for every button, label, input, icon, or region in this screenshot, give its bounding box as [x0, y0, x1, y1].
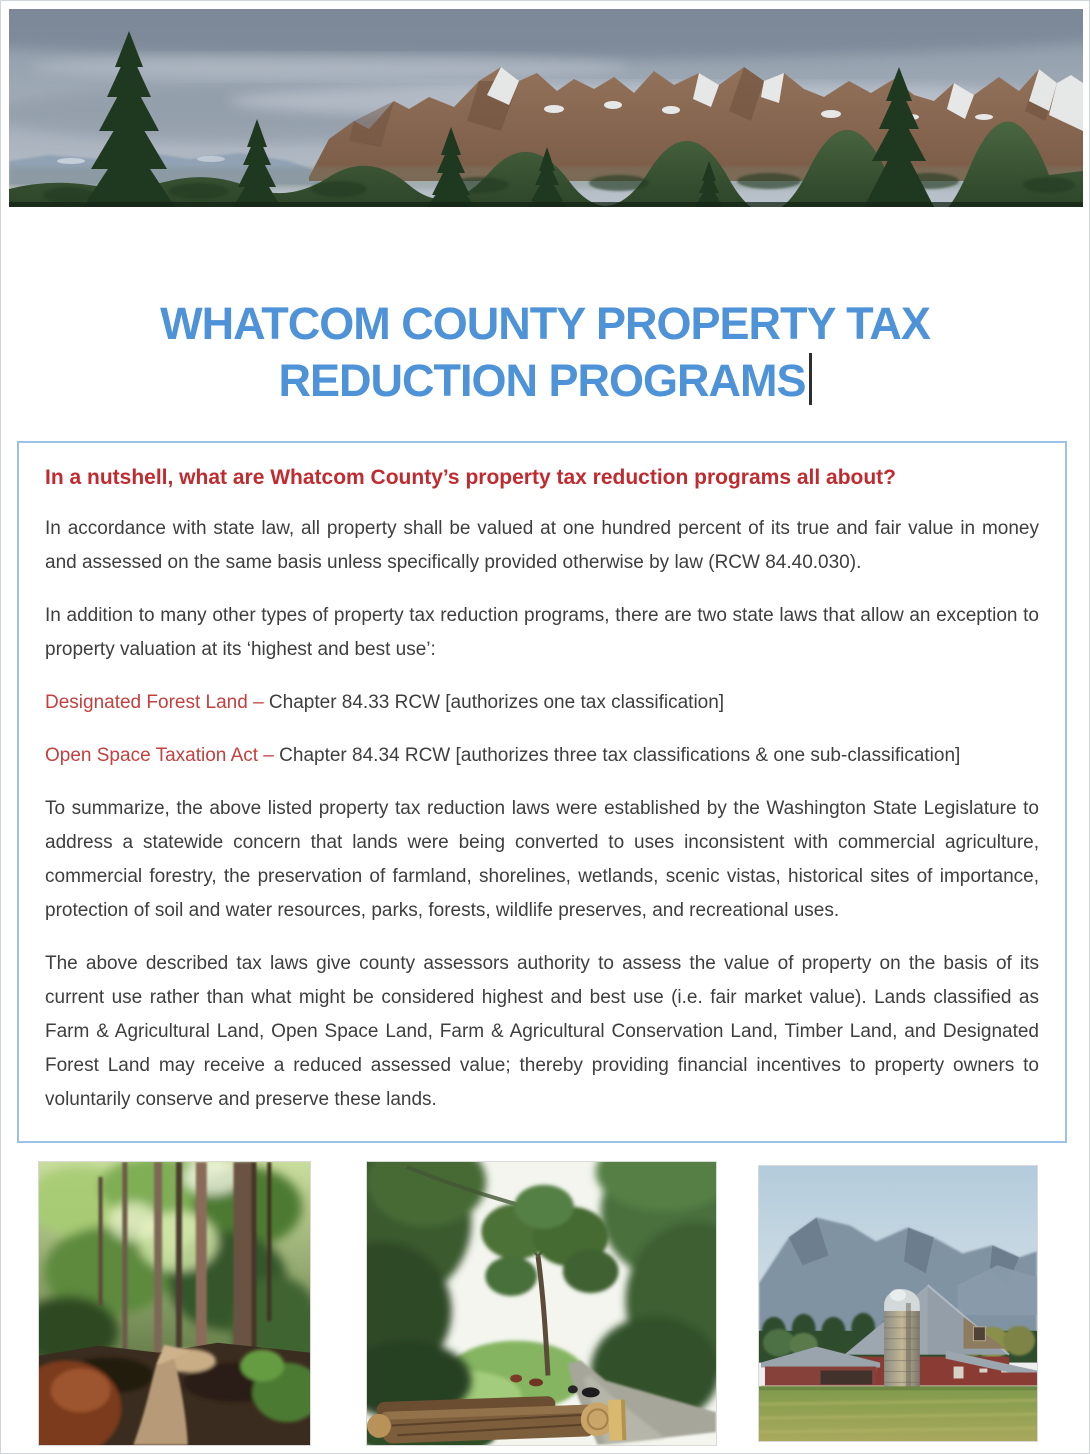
page-title[interactable]	[1, 295, 1089, 409]
banner-mountain-illustration	[9, 9, 1083, 207]
paragraph-two-state-laws[interactable]: In addition to many other types of property tax reduction programs, there are two state laws that allow an exception to property valuation at its ‘highest and best use’:	[45, 605, 1039, 660]
forest-trail-photo	[38, 1161, 311, 1446]
page-title-line1: WHATCOM COUNTY PROPERTY TAX	[160, 298, 930, 349]
law-1-rest: Chapter 84.33 RCW [authorizes one tax classification]	[268, 692, 725, 713]
law-2-lead: Open Space Taxation Act –	[45, 745, 274, 766]
paragraph-current-use[interactable]: The above described tax laws give county assessors authority to assess the value of property on the basis of its current use rather than what might be considered highest and best use (i.e. fair market value). Lands classified as Farm & Agricultural Land, Open Space Land, Farm & Agricultural Conservation Land, Timber Land, and Designated Forest Land may receive a reduced assessed value; thereby providing financial incentives to property owners to voluntarily conserve and preserve these lands.	[45, 953, 1039, 1110]
banner-mountain-photo	[9, 9, 1083, 207]
page-title-line2: REDUCTION PROGRAMS	[278, 355, 806, 406]
text-cursor	[809, 353, 812, 405]
paragraph-summary[interactable]: To summarize, the above listed property tax reduction laws were established by the Washington State Legislature to address a statewide concern that lands were being converted to uses inconsistent with commercial agriculture, commercial forestry, the preservation of farmland, shorelines, wetlands, scenic vistas, historical sites of importance, protection of soil and water resources, parks, forests, wildlife preserves, and recreational uses.	[45, 798, 1039, 921]
law-line-designated-forest-land[interactable]	[45, 686, 1039, 720]
forest-road-photo	[366, 1161, 717, 1446]
law-1-lead: Designated Forest Land –	[45, 692, 264, 713]
paragraph-valuation-law[interactable]: In accordance with state law, all property shall be valued at one hundred percent of its true and fair value in money and assessed on the same basis unless specifically provided otherwise by law (RCW 84.40.030).	[45, 518, 1039, 573]
forest-trail-illustration	[39, 1162, 310, 1445]
farm-barn-illustration	[759, 1166, 1037, 1441]
law-line-open-space-taxation-act[interactable]	[45, 739, 1039, 773]
law-2-rest: Chapter 84.34 RCW [authorizes three tax classifications & one sub-classification]	[279, 745, 961, 766]
info-box-heading[interactable]: In a nutshell, what are Whatcom County’s property tax reduction programs all about?	[45, 466, 897, 489]
info-box	[17, 441, 1067, 1143]
forest-road-illustration	[367, 1162, 716, 1445]
farm-barn-photo	[758, 1165, 1038, 1442]
